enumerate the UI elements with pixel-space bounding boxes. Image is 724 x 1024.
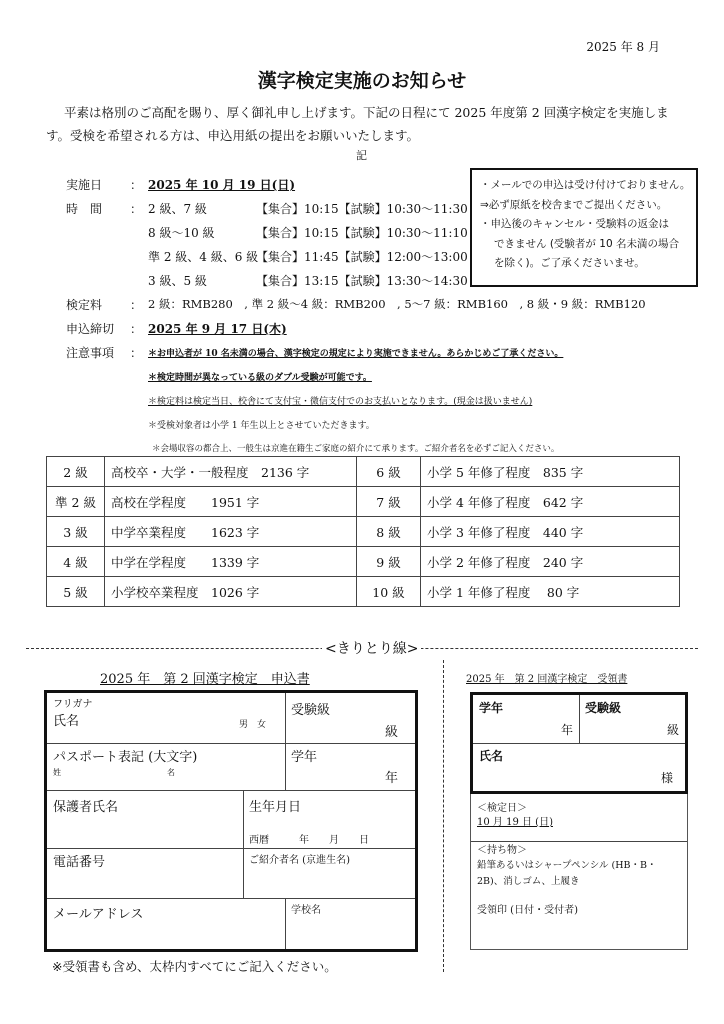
notice-line: ⇒必ず原紙を校舎までご提出ください。 bbox=[480, 198, 668, 211]
form-title: 2025 年 第 2 回漢字検定 申込書 bbox=[100, 672, 310, 687]
notice-box bbox=[470, 168, 698, 287]
guardian-label: 保護者氏名 bbox=[53, 800, 119, 815]
schedule-row bbox=[148, 200, 468, 217]
colon: ： bbox=[130, 202, 143, 216]
note-item: ＊検定料は検定当日、校舎にて支付宝・微信支付でのお支払いとなります。(現金は扱いません) bbox=[148, 397, 533, 407]
furigana-label: フリガナ bbox=[53, 699, 93, 710]
email-label: メールアドレス bbox=[53, 907, 144, 922]
schedule-time: 【集合】10:15【試験】10:30～11:30 bbox=[256, 202, 468, 216]
items-line: 2B)、消しゴム、上履き bbox=[477, 876, 580, 887]
phone-label: 電話番号 bbox=[53, 855, 106, 870]
passport-label: パスポート表記 (大文字) bbox=[53, 750, 198, 765]
note-item: ＊お申込者が 10 名未満の場合、漢字検定の規定により実施できません。あらかじめご了承ください。 bbox=[148, 349, 564, 359]
referrer-label: ご紹介者名 (京進生名) bbox=[249, 855, 350, 866]
level-desc-cell: 小学 1 年修了程度 80 字 bbox=[421, 577, 680, 607]
school-name-label: 学校名 bbox=[291, 905, 321, 916]
grade-cell: 6 級 bbox=[357, 457, 421, 487]
schedule-time: 【集合】10:15【試験】10:30～11:10 bbox=[256, 226, 468, 240]
page-title: 漢字検定実施のお知らせ bbox=[257, 70, 467, 92]
exam-date-heading: ＜検定日＞ bbox=[477, 803, 527, 814]
schedule-grades: 準 2 級、4 級、6 級 bbox=[148, 250, 259, 264]
receipt-grade-label: 受験級 bbox=[585, 701, 622, 715]
given-name-label: 名 bbox=[167, 768, 175, 777]
form-note: ※受領書も含め、太枠内すべてにご記入ください。 bbox=[52, 959, 337, 974]
colon: ： bbox=[130, 346, 143, 360]
exam-date-value: 10 月 19 日 (日) bbox=[477, 817, 553, 828]
schedule-time: 【集合】11:45【試験】12:00～13:00 bbox=[256, 250, 468, 264]
note-item: ＊受検対象者は小学 1 年生以上とさせていただきます。 bbox=[148, 421, 375, 431]
schedule-grades: 3 級、5 級 bbox=[148, 274, 207, 288]
table-row bbox=[47, 487, 680, 517]
level-desc-cell: 小学 5 年修了程度 835 字 bbox=[421, 457, 680, 487]
schedule-grades: 8 級～10 級 bbox=[148, 226, 215, 240]
schedule-row bbox=[148, 272, 468, 289]
schedule-grades: 2 級、7 級 bbox=[148, 202, 207, 216]
note-item: ＊会場収容の都合上、一般生は京進在籍生ご家庭の紹介にて承ります。ご紹介者名を必ずご記入ください。 bbox=[152, 444, 560, 454]
grade-cell: 9 級 bbox=[357, 547, 421, 577]
receipt-name-label: 氏名 bbox=[479, 749, 504, 763]
grade-cell: 8 級 bbox=[357, 517, 421, 547]
grade-cell: 7 級 bbox=[357, 487, 421, 517]
year-unit: 年 bbox=[385, 771, 399, 786]
name-label: 氏名 bbox=[53, 714, 80, 729]
birthdate-format: 西暦 年 月 日 bbox=[249, 835, 369, 846]
receipt-honorific: 様 bbox=[661, 771, 674, 785]
receipt-year-label: 学年 bbox=[479, 701, 504, 715]
stamp-label: 受領印 (日付・受付者) bbox=[477, 905, 578, 916]
issue-date: 2025 年 8 月 bbox=[586, 40, 660, 54]
colon: ： bbox=[130, 178, 143, 192]
cut-label: <きりとり線> bbox=[322, 638, 421, 658]
fee-label: 検定料 bbox=[66, 298, 103, 312]
receipt-title: 2025 年 第 2 回漢字検定 受領書 bbox=[466, 674, 628, 685]
grade-cell: 3 級 bbox=[47, 517, 105, 547]
level-desc-cell: 高校在学程度 1951 字 bbox=[105, 487, 357, 517]
grade-cell: 2 級 bbox=[47, 457, 105, 487]
level-desc-cell: 小学 2 年修了程度 240 字 bbox=[421, 547, 680, 577]
deadline-value: 2025 年 9 月 17 日(木) bbox=[148, 322, 287, 336]
level-desc-cell: 中学在学程度 1339 字 bbox=[105, 547, 357, 577]
exam-date-value: 2025 年 10 月 19 日(日) bbox=[148, 178, 296, 192]
level-desc-cell: 小学 3 年修了程度 440 字 bbox=[421, 517, 680, 547]
receipt-grade-unit: 級 bbox=[667, 723, 680, 737]
level-desc-cell: 中学卒業程度 1623 字 bbox=[105, 517, 357, 547]
notice-line: を除く)。ご了承くださいませ。 bbox=[494, 257, 645, 269]
deadline-label: 申込締切 bbox=[66, 322, 115, 336]
application-form bbox=[44, 690, 418, 952]
intro-line-1: 平素は格別のご高配を賜り、厚く御礼申し上げます。下記の日程にて 2025 年度第 2 回漢字検定を実施しま bbox=[64, 105, 669, 120]
colon: ： bbox=[130, 298, 143, 312]
level-desc-cell: 小学校卒業程度 1026 字 bbox=[105, 577, 357, 607]
notice-line: できません (受験者が 10 名未満の場合 bbox=[494, 237, 679, 250]
cut-line-vertical bbox=[443, 660, 444, 972]
table-row bbox=[47, 457, 680, 487]
schedule-time: 【集合】13:15【試験】13:30～14:30 bbox=[256, 274, 468, 288]
date-label: 実施日 bbox=[66, 178, 103, 192]
schedule-row bbox=[148, 248, 468, 265]
exam-grade-label: 受験級 bbox=[291, 703, 331, 718]
colon: ： bbox=[130, 322, 143, 336]
table-row bbox=[47, 517, 680, 547]
gender-option[interactable]: 男 女 bbox=[239, 720, 267, 730]
receipt-entry-box bbox=[470, 692, 688, 794]
surname-label: 姓 bbox=[53, 768, 61, 777]
grade-unit: 級 bbox=[385, 725, 399, 740]
notice-line: ・申込後のキャンセル・受験料の返金は bbox=[480, 218, 669, 230]
items-line: 鉛筆あるいはシャープペンシル (HB・B・ bbox=[477, 860, 657, 871]
intro-line-2: す。受検を希望される方は、申込用紙の提出をお願いいたします。 bbox=[46, 128, 420, 143]
levels-table bbox=[46, 456, 680, 607]
birthdate-label: 生年月日 bbox=[249, 800, 302, 815]
time-label: 時 間 bbox=[66, 202, 103, 216]
items-heading: ＜持ち物＞ bbox=[477, 845, 527, 856]
fee-value: 2 級：RMB280 , 準 2 級～4 級：RMB200 , 5～7 級：RMB160 , 8 級・9 級：RMB120 bbox=[148, 297, 646, 311]
level-desc-cell: 小学 4 年修了程度 642 字 bbox=[421, 487, 680, 517]
ki-mark: 記 bbox=[356, 149, 367, 162]
table-row bbox=[47, 577, 680, 607]
school-year-label: 学年 bbox=[291, 750, 318, 765]
receipt-year-unit: 年 bbox=[561, 723, 574, 737]
schedule-row bbox=[148, 224, 468, 241]
grade-cell: 準 2 級 bbox=[47, 487, 105, 517]
level-desc-cell: 高校卒・大学・一般程度 2136 字 bbox=[105, 457, 357, 487]
note-item: ＊検定時間が異なっている級のダブル受験が可能です。 bbox=[148, 373, 372, 383]
grade-cell: 4 級 bbox=[47, 547, 105, 577]
notes-label: 注意事項 bbox=[66, 346, 115, 360]
grade-cell: 10 級 bbox=[357, 577, 421, 607]
table-row bbox=[47, 547, 680, 577]
notice-line: ・メールでの申込は受け付けておりません。 bbox=[480, 179, 691, 191]
grade-cell: 5 級 bbox=[47, 577, 105, 607]
